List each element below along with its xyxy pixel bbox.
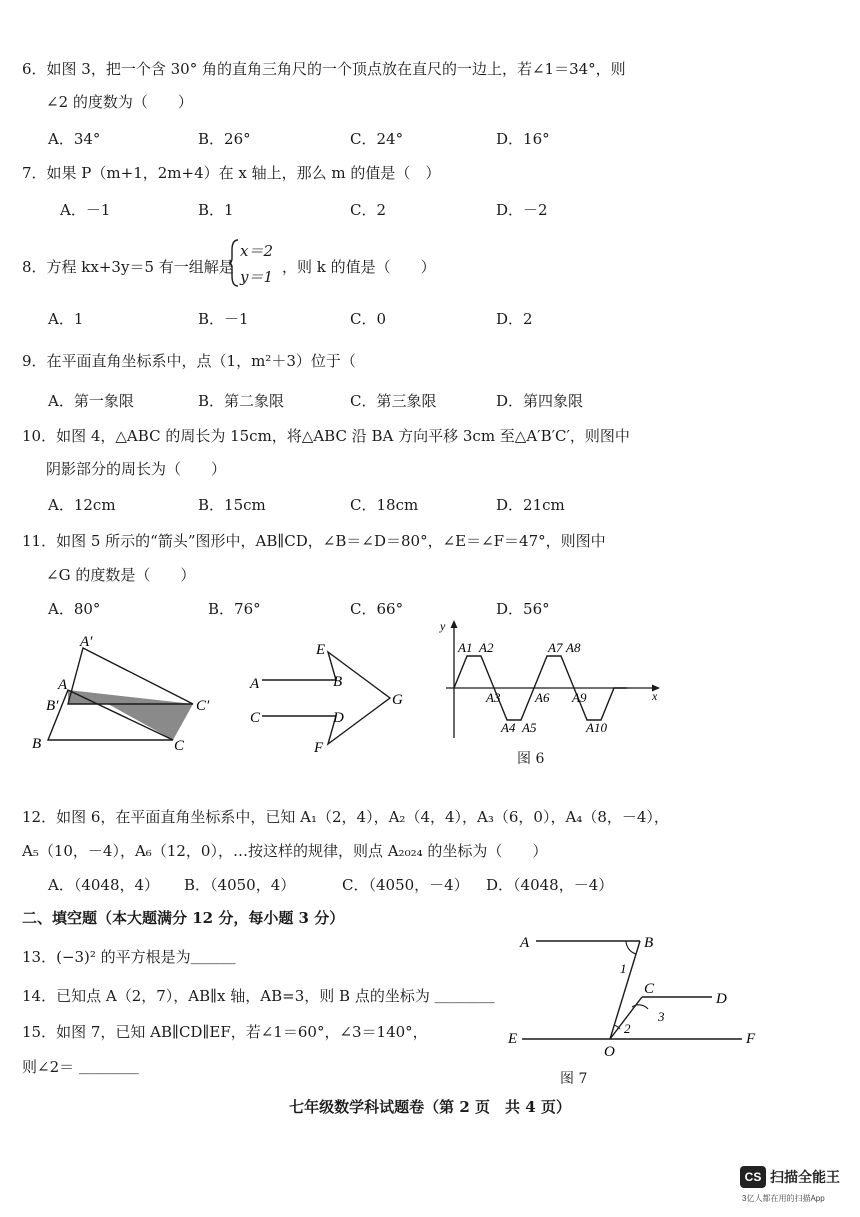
q10-option-c: C．18cm [350,496,419,514]
q9-option-d: D．第四象限 [496,392,584,410]
q8-prefix: 8．方程 kx+3y＝5 有一组解是 [22,258,234,276]
q14-text: 14．已知点 A（2，7），AB∥x 轴，AB=3，则 B 点的坐标为 ＿＿＿＿ [22,987,495,1005]
q10-line1: 10．如图 4，△ABC 的周长为 15cm，将△ABC 沿 BA 方向平移 3cm 至△A′B′C′，则图中 [22,427,630,445]
section-2-title: 二、填空题（本大题满分 12 分，每小题 3 分） [22,909,345,927]
fig7-caption: 图 7 [560,1071,588,1087]
fig7-label-angle2: 2 [624,1021,631,1036]
q10-option-b: B．15cm [198,496,266,514]
q11-line1: 11．如图 5 所示的“箭头”图形中，AB∥CD，∠B＝∠D＝80°，∠E＝∠F＝47°，则图中 [22,532,606,550]
q13-text: 13．(−3)² 的平方根是为＿＿＿ [22,948,236,966]
q9-option-c: C．第三象限 [350,392,437,410]
fig7-label-f: F [746,1031,756,1047]
q11-line2: ∠G 的度数是（ ） [46,566,196,584]
fig6-label-a6: A6 [535,690,550,705]
q10-option-d: D．21cm [496,496,565,514]
fig7-label-d: D [716,991,727,1007]
q6-option-d: D．16° [496,130,550,148]
q15-line2: 则∠2＝ ＿＿＿＿ [22,1058,139,1076]
q6-option-c: C．24° [350,130,404,148]
q8-system-eq2: y＝1 [240,268,274,286]
figure-7 [500,925,770,1063]
q11-option-c: C．66° [350,600,404,618]
fig6-label-x: x [652,689,658,703]
q6-line1: 6．如图 3，把一个含 30° 角的直角三角尺的一个顶点放在直尺的一边上，若∠1＝34°，则 [22,60,626,78]
q15-line1: 15．如图 7，已知 AB∥CD∥EF，若∠1＝60°，∠3＝140°， [22,1023,428,1041]
fig7-label-c: C [644,981,655,997]
fig6-label-a3: A3 [486,690,501,705]
scanner-app-name: 扫描全能王 [770,1169,840,1185]
q7-option-c: C．2 [350,201,387,219]
q10-option-a: A．12cm [48,496,116,514]
q12-option-b: B．（4050，4） [184,876,296,894]
scanner-logo-icon: CS [740,1166,766,1188]
fig4-label-a: A [58,677,68,693]
fig5-label-b: B [333,674,343,690]
q11-option-d: D．56° [496,600,550,618]
scanner-slogan: 3亿人都在用的扫描App [742,1194,825,1203]
fig7-label-o: O [604,1044,615,1060]
fig5-label-g: G [392,692,403,708]
q8-option-a: A．1 [48,310,84,328]
fig7-label-a: A [520,935,530,951]
q12-line2: A₅（10，－4），A₆（12，0），…按这样的规律，则点 A₂₀₂₄ 的坐标为（ ） [22,842,548,860]
q10-line2: 阴影部分的周长为（ ） [46,460,227,478]
q11-option-a: A．80° [48,600,101,618]
q7-line1: 7．如果 P（m+1，2m+4）在 x 轴上，那么 m 的值是（ ） [22,164,441,182]
fig6-caption: 图 6 [517,751,545,767]
fig6-label-a9: A9 [572,690,587,705]
q8-suffix: ，则 k 的值是（ ） [282,258,436,276]
q7-option-a: A．－1 [60,201,111,219]
figure-5 [240,632,420,760]
q12-option-a: A．（4048，4） [48,876,160,894]
fig5-label-c: C [250,710,261,726]
q9-line1: 9．在平面直角坐标系中，点（1，m²＋3）位于（ [22,352,356,370]
fig7-label-angle1: 1 [620,961,627,976]
fig6-label-a1: A1 [458,640,473,655]
fig5-label-a: A [250,676,260,692]
q11-option-b: B．76° [208,600,261,618]
q8-brace [228,238,240,288]
fig4-label-a-prime: A′ [80,634,93,650]
figure-6 [438,618,668,744]
fig6-label-a8: A8 [566,640,581,655]
page-footer: 七年级数学科试题卷（第 2 页 共 4 页） [289,1098,571,1116]
fig6-label-a10: A10 [586,720,607,735]
fig7-label-b: B [644,935,654,951]
fig5-label-d: D [333,710,344,726]
q8-option-d: D．2 [496,310,533,328]
fig7-label-angle3: 3 [658,1009,665,1024]
q7-option-b: B．1 [198,201,234,219]
fig5-label-f: F [314,740,324,756]
fig6-label-a4: A4 [501,720,516,735]
fig6-label-y: y [440,619,446,633]
fig5-label-e: E [316,642,326,658]
q7-option-d: D．－2 [496,201,548,219]
figure-4 [28,632,228,760]
fig6-label-a2: A2 [479,640,494,655]
fig6-label-a5: A5 [522,720,537,735]
q12-option-c: C．（4050，－4） [342,876,469,894]
q9-option-b: B．第二象限 [198,392,285,410]
q9-option-a: A．第一象限 [48,392,134,410]
q12-line1: 12．如图 6，在平面直角坐标系中，已知 A₁（2，4），A₂（4，4），A₃（6，0），A₄（8，－4）， [22,808,669,826]
fig6-label-a7: A7 [548,640,563,655]
fig7-label-e: E [508,1031,518,1047]
q6-option-b: B．26° [198,130,251,148]
q8-option-c: C．0 [350,310,387,328]
fig4-label-b: B [32,736,42,752]
q6-option-a: A．34° [48,130,101,148]
q8-option-b: B．－1 [198,310,249,328]
fig4-label-c: C [174,738,185,754]
fig4-label-c-prime: C′ [196,698,210,714]
q6-line2: ∠2 的度数为（ ） [46,93,193,111]
q8-system-eq1: x＝2 [240,242,274,260]
q12-option-d: D．（4048，－4） [486,876,614,894]
fig4-label-b-prime: B′ [46,698,59,714]
